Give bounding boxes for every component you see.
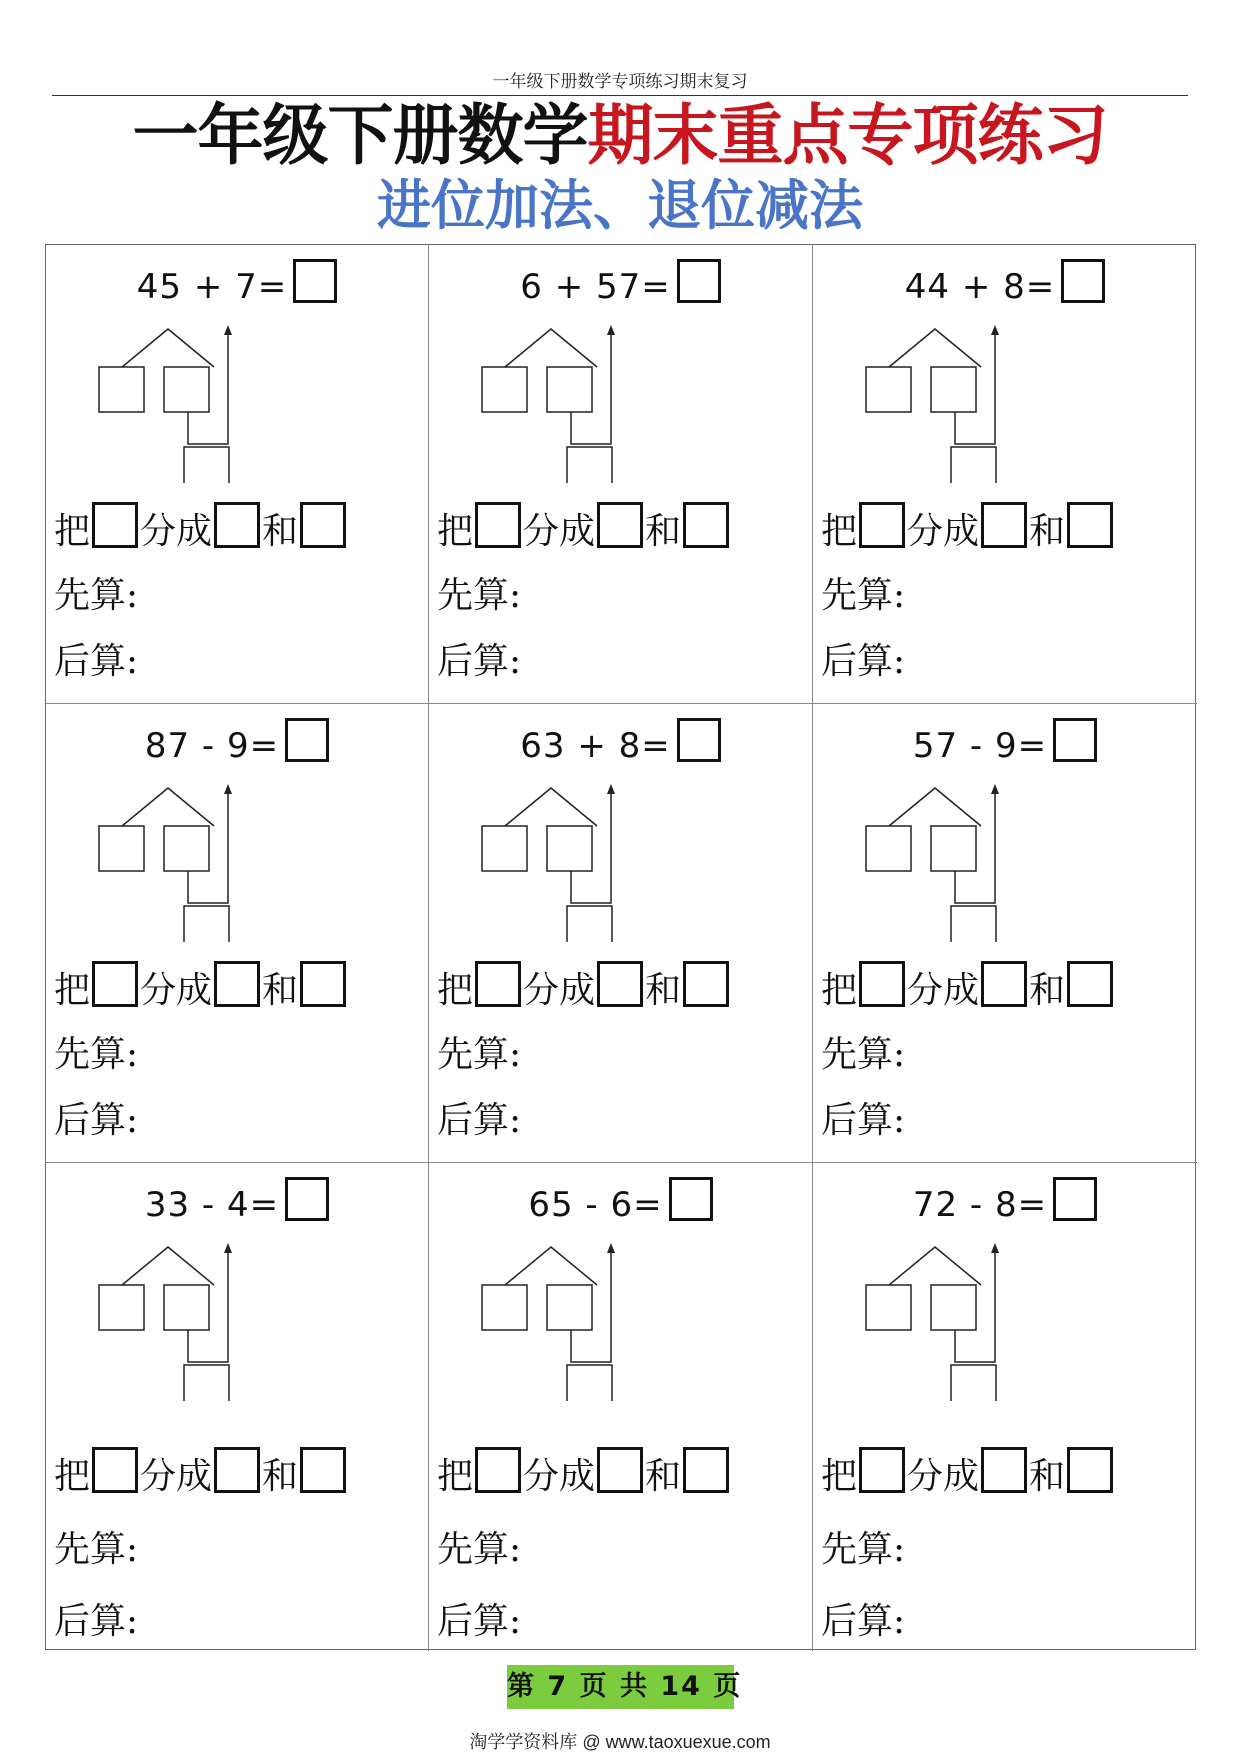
blank-box[interactable] [597,961,643,1007]
label-he: 和 [1029,970,1066,1011]
split-sentence [54,1448,348,1499]
footer-website: 淘学学资料库 @ www.taoxuexue.com [469,1732,771,1752]
blank-box[interactable] [859,502,905,548]
split-box-left[interactable] [99,367,144,412]
second-step-label: 后算: [821,1100,906,1141]
answer-box[interactable] [285,1177,329,1221]
exercise-cell [429,245,813,704]
split-diagram [863,303,1023,483]
intermediate-box[interactable] [951,906,996,942]
blank-box[interactable] [981,961,1027,1007]
exercise-cell [813,1163,1197,1651]
blank-box[interactable] [597,1447,643,1493]
label-fencheng: 分成 [140,1456,213,1497]
split-box-right[interactable] [931,826,976,871]
blank-box[interactable] [1067,1447,1113,1493]
blank-box[interactable] [683,1447,729,1493]
answer-box[interactable] [677,718,721,762]
label-ba: 把 [821,970,858,1011]
exercise-cell [46,1163,429,1651]
intermediate-box[interactable] [951,1365,996,1401]
split-diagram [96,303,256,483]
equation-text: 45 + 7= [136,267,288,307]
blank-box[interactable] [475,502,521,548]
blank-box[interactable] [981,1447,1027,1493]
split-box-right[interactable] [547,826,592,871]
page-title [52,96,1188,176]
split-box-left[interactable] [99,826,144,871]
first-step-label: 先算: [437,1529,522,1570]
page-number-badge: 第 7 页 共 14 页 [507,1665,734,1709]
equation-text: 65 - 6= [528,1185,663,1225]
label-fencheng: 分成 [140,970,213,1011]
label-ba: 把 [437,1456,474,1497]
blank-box[interactable] [981,502,1027,548]
split-sentence [821,1448,1115,1499]
split-box-left[interactable] [866,826,911,871]
intermediate-box[interactable] [184,906,229,942]
title-part-red: 期末重点专项练习 [587,97,1108,174]
blank-box[interactable] [92,502,138,548]
second-step-label: 后算: [54,1601,139,1642]
answer-box[interactable] [1053,1177,1097,1221]
answer-box[interactable] [293,259,337,303]
second-step-label: 后算: [54,641,139,682]
split-diagram [479,762,639,942]
title-part-black: 一年级下册数学 [132,97,588,174]
split-box-right[interactable] [931,1285,976,1330]
blank-box[interactable] [475,1447,521,1493]
label-he: 和 [645,511,682,552]
label-fencheng: 分成 [523,1456,596,1497]
intermediate-box[interactable] [951,447,996,483]
equation-text: 57 - 9= [912,726,1048,766]
intermediate-box[interactable] [184,1365,229,1401]
split-diagram [96,1221,256,1401]
intermediate-box[interactable] [184,447,229,483]
exercise-cell [813,245,1197,704]
split-box-right[interactable] [547,1285,592,1330]
first-step-label: 先算: [54,1034,139,1075]
second-step-label: 后算: [821,641,906,682]
equation-text: 6 + 57= [520,267,671,307]
blank-box[interactable] [859,961,905,1007]
split-box-left[interactable] [99,1285,144,1330]
split-box-left[interactable] [866,1285,911,1330]
label-ba: 把 [54,1456,91,1497]
equation-text: 63 + 8= [520,726,671,766]
label-fencheng: 分成 [140,511,213,552]
label-fencheng: 分成 [907,970,980,1011]
first-step-label: 先算: [437,1034,522,1075]
second-step-label: 后算: [437,641,522,682]
blank-box[interactable] [859,1447,905,1493]
first-step-label: 先算: [54,1529,139,1570]
split-box-right[interactable] [164,1285,209,1330]
blank-box[interactable] [683,961,729,1007]
split-box-right[interactable] [164,367,209,412]
split-box-left[interactable] [482,367,527,412]
label-ba: 把 [821,1456,858,1497]
answer-box[interactable] [285,718,329,762]
split-sentence [54,503,348,554]
label-ba: 把 [821,511,858,552]
equation-text: 44 + 8= [904,267,1056,307]
label-ba: 把 [54,970,91,1011]
intermediate-box[interactable] [567,906,612,942]
exercise-cell [813,704,1197,1163]
blank-box[interactable] [92,1447,138,1493]
label-he: 和 [1029,511,1066,552]
blank-box[interactable] [300,961,346,1007]
exercise-cell [46,704,429,1163]
split-diagram [863,1221,1023,1401]
split-sentence [54,962,348,1013]
blank-box[interactable] [597,502,643,548]
equation-text: 87 - 9= [144,726,280,766]
first-step-label: 先算: [821,1034,906,1075]
second-step-label: 后算: [54,1100,139,1141]
second-step-label: 后算: [437,1100,522,1141]
split-box-left[interactable] [482,826,527,871]
blank-box[interactable] [300,502,346,548]
split-sentence [821,503,1115,554]
header-note: 一年级下册数学专项练习期末复习 [492,72,748,92]
label-ba: 把 [437,970,474,1011]
split-diagram [96,762,256,942]
equation-text: 33 - 4= [144,1185,280,1225]
second-step-label: 后算: [821,1601,906,1642]
blank-box[interactable] [683,502,729,548]
split-diagram [479,303,639,483]
exercise-grid [45,244,1196,1650]
label-fencheng: 分成 [523,970,596,1011]
blank-box[interactable] [300,1447,346,1493]
blank-box[interactable] [214,1447,260,1493]
intermediate-box[interactable] [567,1365,612,1401]
blank-box[interactable] [475,961,521,1007]
split-box-right[interactable] [931,367,976,412]
split-sentence [437,503,731,554]
label-he: 和 [262,970,299,1011]
split-box-left[interactable] [866,367,911,412]
first-step-label: 先算: [821,1529,906,1570]
blank-box[interactable] [1067,502,1113,548]
answer-box[interactable] [1053,718,1097,762]
split-sentence [821,962,1115,1013]
exercise-cell [429,704,813,1163]
first-step-label: 先算: [821,575,906,616]
split-sentence [437,962,731,1013]
blank-box[interactable] [1067,961,1113,1007]
label-he: 和 [645,970,682,1011]
label-fencheng: 分成 [907,511,980,552]
intermediate-box[interactable] [567,447,612,483]
blank-box[interactable] [214,961,260,1007]
first-step-label: 先算: [437,575,522,616]
split-box-left[interactable] [482,1285,527,1330]
label-he: 和 [262,1456,299,1497]
blank-box[interactable] [214,502,260,548]
answer-box[interactable] [669,1177,713,1221]
label-ba: 把 [437,511,474,552]
first-step-label: 先算: [54,575,139,616]
split-box-right[interactable] [547,367,592,412]
split-sentence [437,1448,731,1499]
answer-box[interactable] [1061,259,1105,303]
blank-box[interactable] [92,961,138,1007]
label-ba: 把 [54,511,91,552]
label-he: 和 [645,1456,682,1497]
second-step-label: 后算: [437,1601,522,1642]
split-diagram [479,1221,639,1401]
exercise-cell [46,245,429,704]
label-he: 和 [1029,1456,1066,1497]
label-fencheng: 分成 [523,511,596,552]
equation-text: 72 - 8= [912,1185,1048,1225]
split-box-right[interactable] [164,826,209,871]
exercise-cell [429,1163,813,1651]
split-diagram [863,762,1023,942]
page-subtitle: 进位加法、退位减法 [377,174,863,237]
label-fencheng: 分成 [907,1456,980,1497]
label-he: 和 [262,511,299,552]
answer-box[interactable] [677,259,721,303]
